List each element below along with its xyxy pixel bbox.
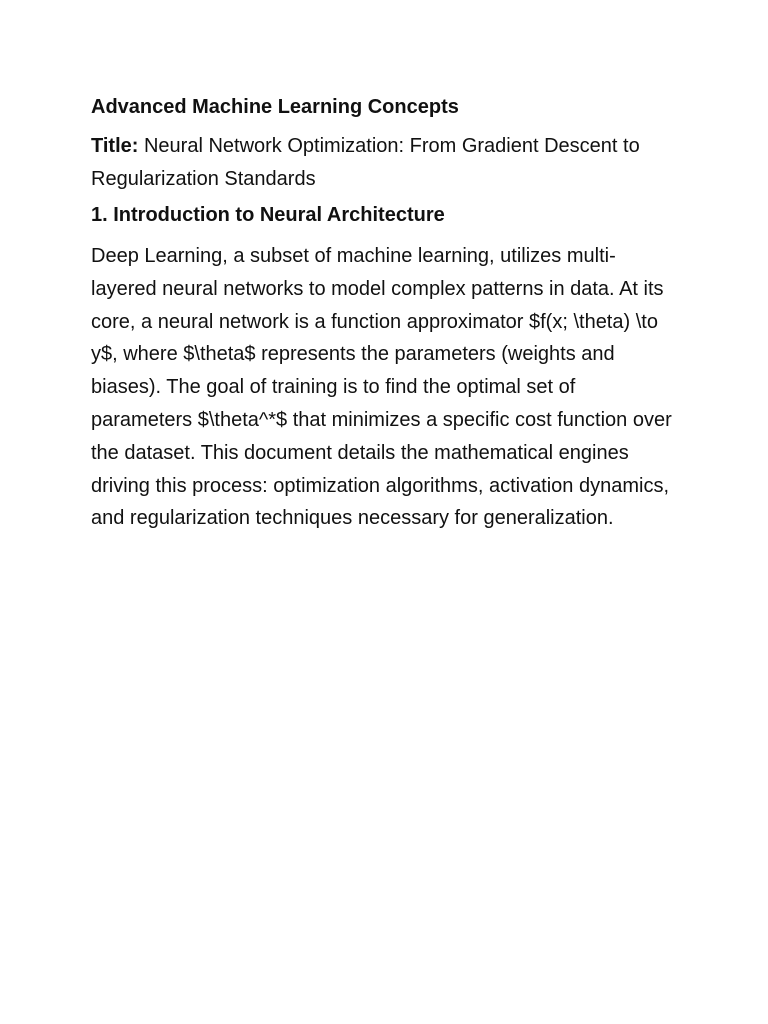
document-page [91, 94, 681, 535]
document-title [91, 130, 681, 196]
title-label: Title: [91, 135, 139, 157]
section-heading: 1. Introduction to Neural Architecture [91, 204, 445, 226]
title-text: Neural Network Optimization: From Gradient Descent to Regularization Standards [91, 135, 640, 190]
body-paragraph: Deep Learning, a subset of machine learning, utilizes multi-layered neural networks to model complex patterns in data. At its core, a neural network is a function approximator $f(x; \theta) \to y$, where $\theta$ represents the parameters (weights and biases). The goal of training is to find the optimal set of parameters $\theta^*$ that minimizes a specific cost function over the dataset. This document details the mathematical engines driving this process: optimization algorithms, activation dynamics, and regularization techniques necessary for generalization. [91, 245, 672, 530]
document-heading: Advanced Machine Learning Concepts [91, 96, 459, 118]
